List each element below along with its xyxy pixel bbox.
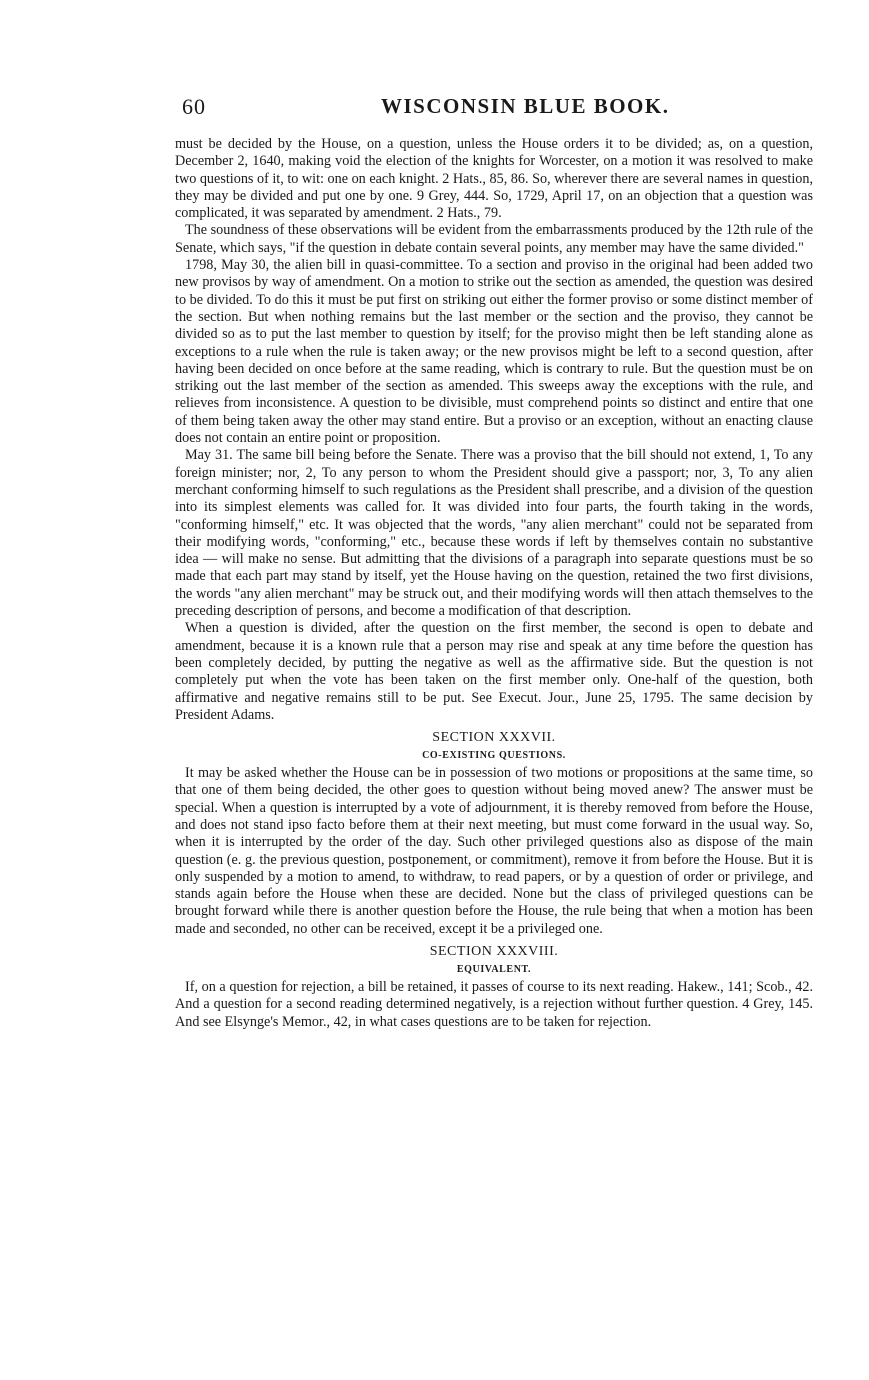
paragraph: must be decided by the House, on a question, unless the House orders it to be divided; as, on a question, December 2, 1640, making void the election of the knights for Worcester, on a motion it was resolved to make two questions of it, to wit: one on each knight. 2 Hats., 85, 86. So, wherever there are several names in question, they may be divided and put one by one. 9 Grey, 444. So, 1729, April 17, on an objection that a question was complicated, it was separated by amendment. 2 Hats., 79. xyxy=(175,136,813,222)
section-heading: SECTION XXXVIII. xyxy=(429,944,559,960)
section-subheading: CO-EXISTING QUESTIONS. xyxy=(422,750,566,762)
page-number: 60 xyxy=(182,94,206,119)
section-subheading: EQUIVALENT. xyxy=(456,964,532,976)
paragraph: When a question is divided, after the question on the first member, the second is open to debate and amendment, because it is a known rule that a person may rise and speak at any time before the question has been completely decided, by putting the negative as well as the affirmative side. But the question is not completely put when the vote has been taken on the first member only. One-half of the question, both affirmative and negative remains still to be put. See Execut. Jour., June 25, 1795. The same decision by President Adams. xyxy=(175,620,813,723)
paragraph: The soundness of these observations will be evident from the embarrassments produced by the 12th rule of the Senate, which says, "if the question in debate contain several points, any member may have the same divided." xyxy=(175,222,813,256)
running-title: WISCONSIN BLUE BOOK. xyxy=(381,94,670,118)
paragraph: May 31. The same bill being before the Senate. There was a proviso that the bill should not extend, 1, To any foreign minister; nor, 2, To any person to whom the President should give a passport; nor, 3, To any alien merchant conforming himself to such regulations as the President shall prescribe, and a division of the question into its simplest elements was called for. It was divided into four parts, the fourth taking in the words, "conforming himself," etc. It was objected that the words, "any alien merchant" could not be separated from their modifying words, "conforming," etc., because these words if left by themselves contain no substantive idea — will make no sense. But admitting that the divisions of a paragraph into separate questions must be so made that each part may stand by itself, yet the House having on the question, retained the two first divisions, the words "any alien merchant" may be struck out, and their modifying words will then attach themselves to the preceding description of persons, and become a modification of that description. xyxy=(175,447,813,620)
book-page xyxy=(175,94,813,1031)
section-heading: SECTION XXXVII. xyxy=(432,730,556,746)
paragraph: 1798, May 30, the alien bill in quasi-committee. To a section and proviso in the original had been added two new provisos by way of amendment. On a motion to strike out the section as amended, the question was desired to be divided. To do this it must be put first on striking out either the former proviso or some distinct member of the section. But when nothing remains but the last member or the section and the proviso, they cannot be divided so as to put the last member to question by itself; for the proviso might then be left standing alone as exceptions to a rule when the rule is taken away; or the new provisos might be left to a second question, after having been decided on once before at the same reading, which is contrary to rule. But the question must be on striking out the last member of the section as amended. This sweeps away the exceptions with the rule, and relieves from inconsistence. A question to be divisible, must comprehend points so distinct and entire that one of them being taken away the other may stand entire. But a proviso or an exception, without an enacting clause does not contain an entire point or proposition. xyxy=(175,257,813,447)
paragraph: If, on a question for rejection, a bill be retained, it passes of course to its next reading. Hakew., 141; Scob., 42. And a question for a second reading determined negatively, is a rejection without further question. 4 Grey, 145. And see Elsynge's Memor., 42, in what cases questions are to be taken for rejection. xyxy=(175,979,813,1030)
page-header xyxy=(175,94,813,128)
paragraph: It may be asked whether the House can be in possession of two motions or propositions at the same time, so that one of them being decided, the other goes to question without being moved anew? The answer must be special. When a question is interrupted by a vote of adjournment, it is thereby removed from before the House, and does not stand ipso facto before them at their next meeting, but must come forward in the usual way. So, when it is interrupted by the order of the day. Such other privileged questions also as dispose of the main question (e. g. the previous question, postponement, or commitment), remove it from before the House. But it is only suspended by a motion to amend, to withdraw, to read papers, or by a question of order or privilege, and stands again before the House when these are decided. None but the class of privileged questions can be brought forward while there is another question before the House, the rule being that when a motion has been made and seconded, no other can be received, except it be a privileged one. xyxy=(175,765,813,937)
